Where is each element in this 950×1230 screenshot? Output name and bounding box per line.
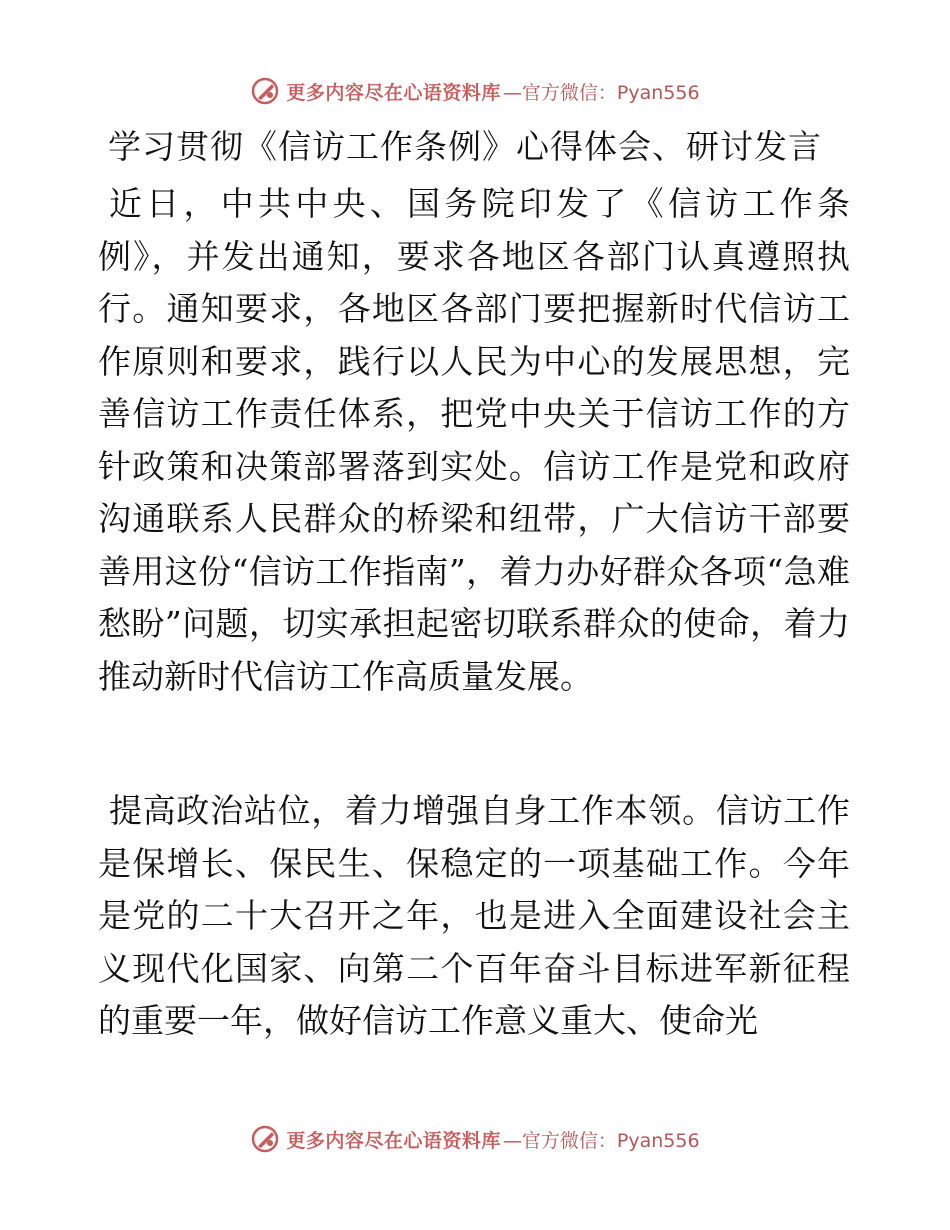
footer-watermark	[0, 1122, 950, 1156]
paragraph-1: 近日，中共中央、国务院印发了《信访工作条例》，并发出通知，要求各地区各部门认真遵照执行。通知要求，各地区各部门要把握新时代信访工作原则和要求，践行以人民为中心的发展思想，完善信访工作责任体系，把党中央关于信访工作的方针政策和决策部署落到实处。信访工作是党和政府沟通联系人民群众的桥梁和纽带，广大信访干部要善用这份“信访工作指南”，着力办好群众各项“急难愁盼”问题，切实承担起密切联系群众的使命，着力推动新时代信访工作高质量发展。	[98, 184, 850, 696]
quill-logo-icon	[250, 76, 280, 106]
watermark-main-text: 更多内容尽在心语资料库	[286, 81, 501, 104]
document-title: 学习贯彻《信访工作条例》心得体会、研讨发言	[108, 127, 822, 166]
header-watermark	[0, 74, 950, 108]
watermark-main-text: 更多内容尽在心语资料库	[286, 1129, 501, 1152]
watermark-sub-text: —官方微信：Pyan556	[502, 81, 700, 104]
watermark-sub-text: —官方微信：Pyan556	[502, 1129, 700, 1152]
paragraph-2: 提高政治站位，着力增强自身工作本领。信访工作是保增长、保民生、保稳定的一项基础工作。今年是党的二十大召开之年，也是进入全面建设社会主义现代化国家、向第二个百年奋斗目标进军新征程的重要一年，做好信访工作意义重大、使命光	[98, 791, 850, 1040]
quill-logo-icon	[250, 1124, 280, 1154]
